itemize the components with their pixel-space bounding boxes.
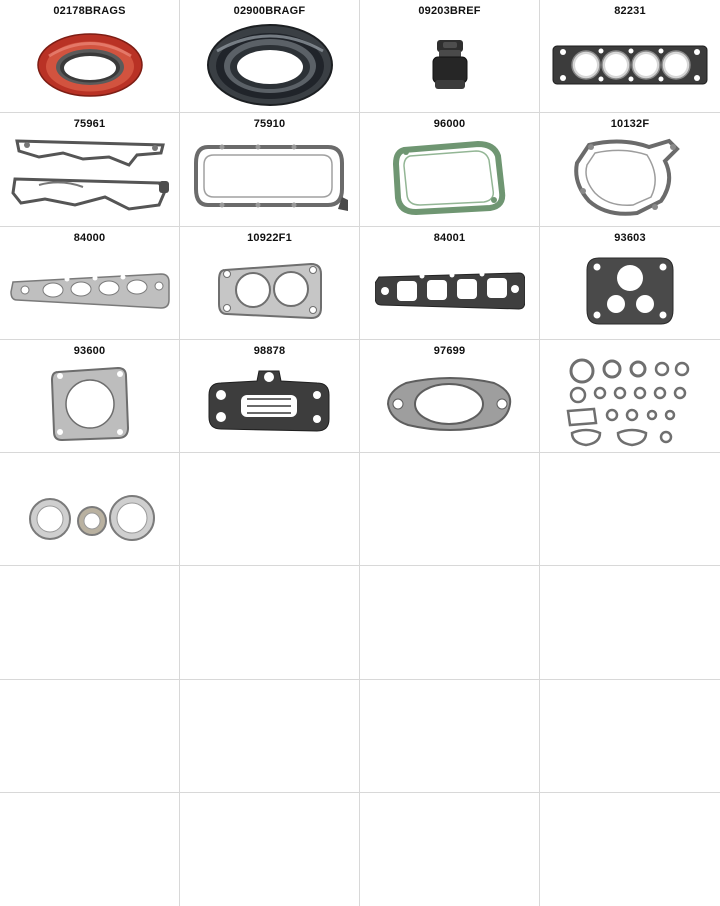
part-number-label: 09203BREF [418,5,481,17]
empty-cell [540,453,720,566]
part-cell[interactable] [540,113,720,226]
part-cell[interactable] [360,227,540,340]
empty-cell [360,566,540,679]
empty-cell [360,680,540,793]
part-image-valve-stem-seal [360,17,539,112]
empty-cell [0,680,180,793]
part-image-oil-seal-black-large [180,17,359,112]
part-number-label: 75961 [73,118,106,131]
part-image-oil-seal-red [0,17,179,112]
part-cell[interactable] [180,113,360,226]
empty-cell [180,793,360,906]
part-image-head-gasket [540,17,720,112]
part-image-throttle-body-gasket [0,357,179,452]
part-image-oil-pan-gasket [180,130,359,225]
empty-cell [540,566,720,679]
part-image-oil-cooler-gasket [180,357,359,452]
part-number-label: 10922F1 [247,231,292,244]
part-number-label: 93603 [614,231,646,244]
empty-cell [0,566,180,679]
part-cell[interactable] [360,340,540,453]
part-image-egr-plate-gasket [540,244,720,339]
empty-cell [180,680,360,793]
part-cell[interactable] [360,113,540,226]
part-number-label: 82231 [614,5,646,17]
part-number-label: 97699 [433,344,466,357]
part-number-label: 98878 [253,344,286,357]
part-cell[interactable] [180,340,360,453]
part-cell[interactable] [0,113,180,226]
part-cell[interactable] [0,453,180,566]
part-image-twin-port-gasket [180,244,359,339]
part-cell[interactable] [180,227,360,340]
part-cell[interactable] [0,0,180,113]
empty-cell [360,453,540,566]
empty-cell [540,793,720,906]
part-number-label: 93600 [73,344,106,357]
empty-cell [180,566,360,679]
part-number-label: 10132F [610,118,650,131]
part-image-exhaust-manifold-gasket [360,244,539,339]
part-image-valve-cover-gasket-pair [0,130,179,225]
part-number-label: 96000 [433,118,466,131]
empty-cell [360,793,540,906]
part-number-label: 84000 [73,231,106,244]
part-number-label: 75910 [253,118,286,131]
part-number-label: 84001 [433,231,466,244]
part-cell[interactable] [540,227,720,340]
part-cell[interactable] [180,0,360,113]
empty-cell [180,453,360,566]
part-cell[interactable] [540,340,720,453]
part-cell[interactable] [0,227,180,340]
part-image-exhaust-flange-gasket [360,357,539,452]
empty-cell [0,793,180,906]
part-number-label: 02178BRAGS [53,5,126,17]
part-image-intake-manifold-gasket-long [0,244,179,339]
part-image-seal-assortment [540,357,720,453]
part-cell[interactable] [360,0,540,113]
part-image-three-rings [0,470,179,565]
empty-cell [540,680,720,793]
part-cell[interactable] [0,340,180,453]
part-image-front-cover-gasket [540,130,720,225]
part-cell[interactable] [540,0,720,113]
part-image-timing-cover-gasket-green [360,130,539,225]
part-number-label: 02900BRAGF [233,5,306,17]
